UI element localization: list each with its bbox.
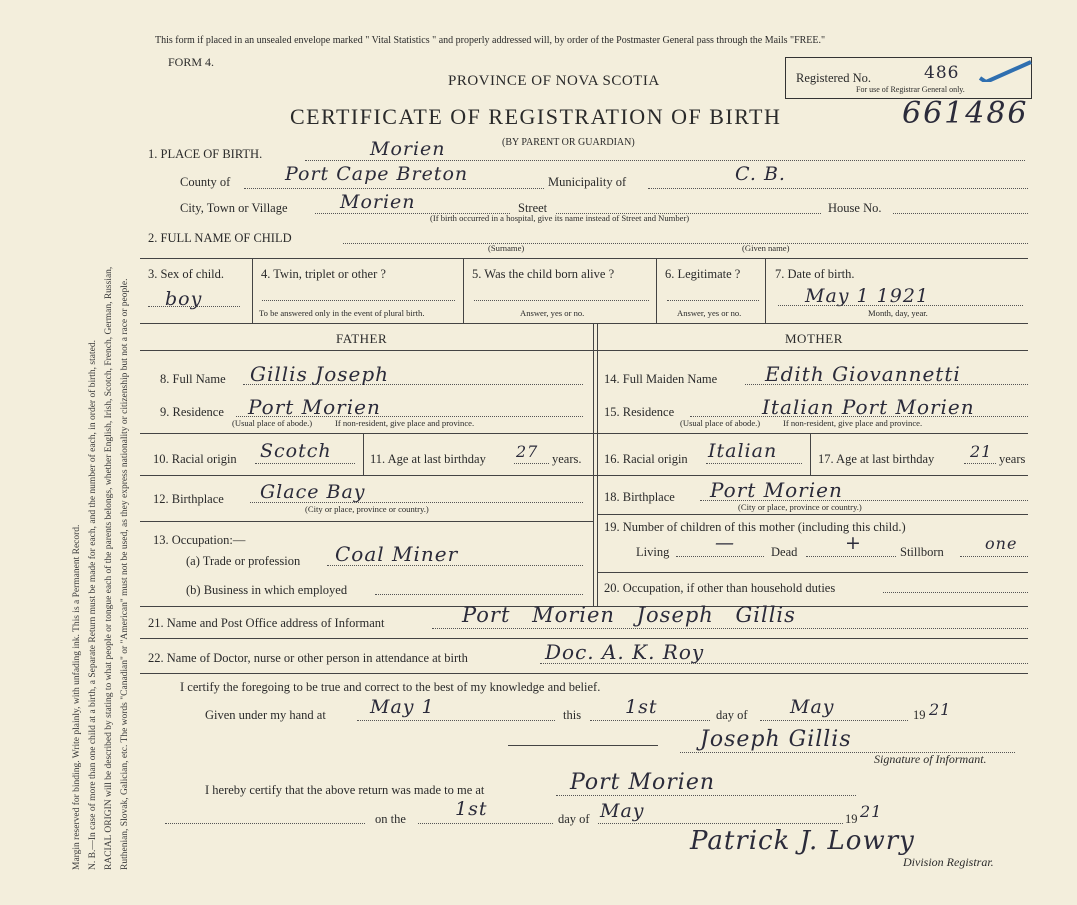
municipality-value: C. B. (735, 163, 786, 185)
mother-occupation-label: 20. Occupation, if other than household duties (604, 581, 836, 595)
province-heading: PROVINCE OF NOVA SCOTIA (448, 73, 660, 89)
mother-residence-label: 15. Residence (604, 405, 675, 419)
mother-birthplace-label: 18. Birthplace (604, 490, 675, 504)
margin-note-2: N. B.—In case of more than one child at a birth, a Separate Return must be made for each, and the number of each, in order of birth, stated. (88, 340, 98, 870)
father-age-value: 27 (516, 442, 539, 461)
registered-number-value: 486 (924, 63, 960, 83)
informant-value: Port Morien Joseph Gillis (462, 603, 796, 627)
father-residence-note-a: (Usual place of abode.) (232, 418, 313, 428)
registrar-day-of-value: May (600, 800, 645, 822)
certificate-title: CERTIFICATE OF REGISTRATION OF BIRTH (290, 104, 782, 129)
father-birthplace-note: (City or place, province or country.) (305, 504, 429, 514)
checkmark-icon (978, 60, 1033, 82)
mother-birthplace-value: Port Morien (710, 478, 843, 502)
registrar-signature: Patrick J. Lowry (690, 826, 915, 856)
day-of-label: day of (716, 708, 748, 722)
father-residence-note-b: If non-resident, give place and province. (335, 418, 475, 428)
registrar-year-value: 21 (860, 802, 883, 821)
margin-note-3: RACIAL ORIGIN will be described by stating to what people or tongue each of the parents belongs, whether English, Irish, Scotch, French, German, Russian, (104, 266, 114, 870)
father-racial-label: 10. Racial origin (153, 452, 237, 466)
margin-notes (0, 0, 135, 905)
this-value: 1st (625, 696, 658, 718)
father-age-label: 11. Age at last birthday (370, 452, 486, 466)
father-name-value: Gillis Joseph (250, 362, 390, 386)
informant-signature-caption: Signature of Informant. (874, 752, 987, 766)
father-residence-label: 9. Residence (160, 405, 224, 419)
dob-value: May 1 1921 (805, 285, 930, 307)
registrar-statement: I hereby certify that the above return was made to me at (205, 783, 485, 797)
dead-value: + (845, 532, 862, 554)
year-prefix: 19 (913, 708, 926, 722)
mother-racial-label: 16. Racial origin (604, 452, 688, 466)
mother-age-label: 17. Age at last birthday (818, 452, 935, 466)
form-number: FORM 4. (168, 55, 215, 69)
father-racial-value: Scotch (260, 440, 332, 462)
informant-signature: Joseph Gillis (700, 727, 852, 752)
informant-label: 21. Name and Post Office address of Informant (148, 616, 385, 630)
stillborn-value: one (985, 534, 1018, 553)
twin-label: 4. Twin, triplet or other ? (261, 267, 386, 281)
father-name-label: 8. Full Name (160, 372, 226, 386)
father-residence-value: Port Morien (248, 395, 381, 419)
given-under-value: May 1 (370, 696, 435, 718)
surname-note: (Surname) (488, 243, 525, 253)
mother-residence-note-a: (Usual place of abode.) (680, 418, 761, 428)
mother-age-unit: years (999, 452, 1026, 466)
county-value: Port Cape Breton (285, 163, 469, 185)
father-occupation-label: 13. Occupation:— (153, 533, 246, 547)
stillborn-label: Stillborn (900, 545, 944, 559)
given-under-label: Given under my hand at (205, 708, 326, 722)
city-label: City, Town or Village (180, 201, 288, 215)
father-trade-value: Coal Miner (335, 542, 459, 566)
city-value: Morien (340, 191, 416, 213)
year-value: 21 (929, 700, 952, 719)
mother-name-label: 14. Full Maiden Name (604, 372, 718, 386)
legitimate-note: Answer, yes or no. (677, 308, 742, 318)
this-label: this (563, 708, 582, 722)
margin-note-4: Ruthenian, Slovak, Galician, etc. The words "Canadian" or "American" must not be used, as they express nationality or citizenship but not a race or people. (120, 278, 130, 870)
county-label: County of (180, 175, 231, 189)
father-birthplace-label: 12. Birthplace (153, 492, 224, 506)
mother-name-value: Edith Giovannetti (765, 362, 961, 386)
street-label: Street (518, 201, 548, 215)
registrar-day-of-label: day of (558, 812, 590, 826)
twin-note: To be answered only in the event of plural birth. (259, 308, 425, 318)
doctor-label: 22. Name of Doctor, nurse or other person in attendance at birth (148, 651, 468, 665)
mother-children-label: 19. Number of children of this mother (including this child.) (604, 520, 906, 534)
sex-label: 3. Sex of child. (148, 267, 225, 281)
father-age-unit: years. (552, 452, 582, 466)
on-the-label: on the (375, 812, 406, 826)
certificate-number: 661486 (902, 96, 1029, 131)
living-label: Living (636, 545, 670, 559)
registrar-place-value: Port Morien (570, 770, 716, 795)
on-the-value: 1st (455, 798, 488, 820)
registered-number-note: For use of Registrar General only. (856, 85, 965, 94)
house-label: House No. (828, 201, 882, 215)
child-name-label: 2. FULL NAME OF CHILD (148, 231, 292, 245)
registrar-caption: Division Registrar. (903, 855, 994, 869)
sex-value: boy (165, 288, 203, 310)
father-trade-label: (a) Trade or profession (186, 554, 301, 568)
postal-note: This form if placed in an unsealed envelope marked " Vital Statistics " and properly addressed will, by order of the Postmaster General pass through the Mails "FREE." (155, 35, 826, 46)
certificate-subtitle: (BY PARENT OR GUARDIAN) (502, 137, 635, 148)
given-name-note: (Given name) (742, 243, 790, 253)
mother-racial-value: Italian (708, 440, 778, 462)
mother-birthplace-note: (City or place, province or country.) (738, 502, 862, 512)
mother-heading: MOTHER (785, 331, 843, 346)
dob-note: Month, day, year. (868, 308, 928, 318)
mother-residence-value: Italian Port Morien (762, 395, 975, 419)
father-business-label: (b) Business in which employed (186, 583, 348, 597)
living-value: — (715, 532, 735, 554)
certify-statement: I certify the foregoing to be true and correct to the best of my knowledge and belief. (180, 680, 601, 694)
place-of-birth-value: Morien (370, 138, 446, 160)
alive-label: 5. Was the child born alive ? (472, 267, 615, 281)
municipality-label: Municipality of (548, 175, 627, 189)
alive-note: Answer, yes or no. (520, 308, 585, 318)
mother-age-value: 21 (970, 442, 993, 461)
place-of-birth-label: 1. PLACE OF BIRTH. (148, 147, 263, 161)
street-note: (If birth occurred in a hospital, give its name instead of Street and Number) (430, 213, 690, 223)
registered-number-label: Registered No. (796, 71, 871, 85)
mother-residence-note-b: If non-resident, give place and province. (783, 418, 923, 428)
legitimate-label: 6. Legitimate ? (665, 267, 741, 281)
registrar-year-prefix: 19 (845, 812, 858, 826)
father-birthplace-value: Glace Bay (260, 481, 366, 503)
doctor-value: Doc. A. K. Roy (545, 640, 705, 664)
dob-label: 7. Date of birth. (775, 267, 855, 281)
father-heading: FATHER (336, 331, 388, 346)
margin-note-1: Margin reserved for binding. Write plainly, with unfading ink. This is a Permanent Record. (72, 524, 82, 870)
dead-label: Dead (771, 545, 798, 559)
day-of-value: May (790, 696, 835, 718)
